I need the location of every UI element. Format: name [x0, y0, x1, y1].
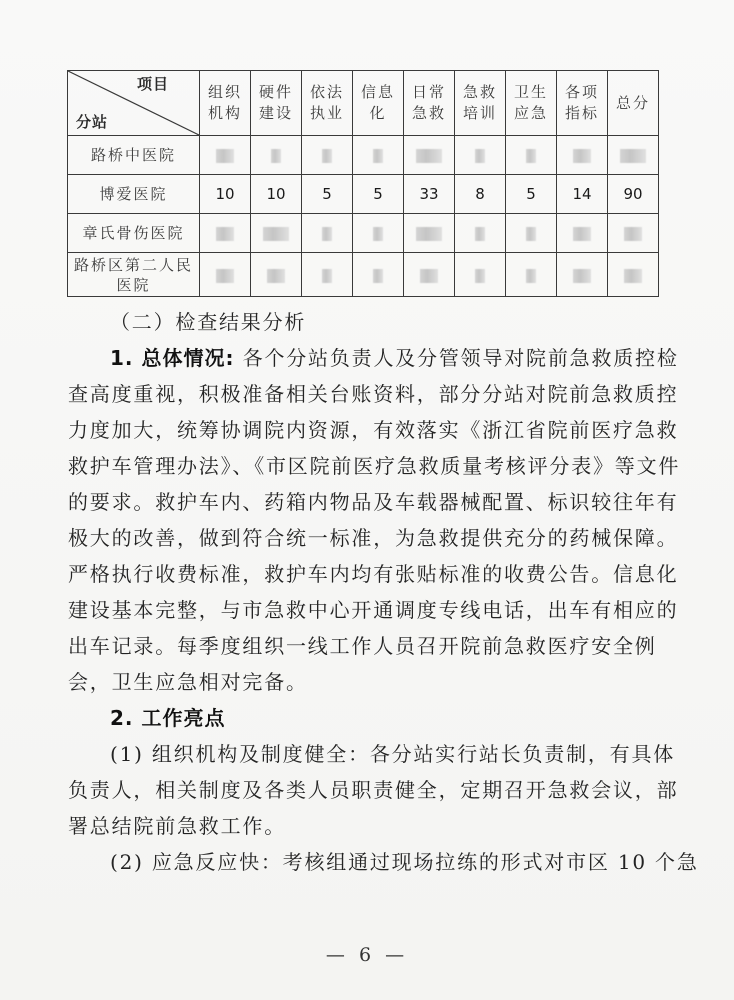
column-header-training: 急救 培训 — [455, 71, 506, 136]
redaction-mask — [526, 269, 536, 283]
column-header-daily-emergency: 日常 急救 — [404, 71, 455, 136]
redaction-mask — [216, 149, 234, 163]
redacted-value — [557, 214, 608, 253]
column-header-indicators: 各项 指标 — [557, 71, 608, 136]
table-row — [68, 253, 659, 297]
body-text — [68, 304, 699, 880]
redacted-value — [404, 136, 455, 175]
redaction-mask — [373, 149, 383, 163]
redaction-mask — [322, 269, 332, 283]
corner-item-label: 项目 — [136, 75, 169, 93]
score-indicators: 14 — [557, 175, 608, 214]
redacted-value — [302, 253, 353, 297]
station-name: 博爱医院 — [68, 175, 200, 214]
score-hardware: 10 — [251, 175, 302, 214]
page-number: — 6 — — [325, 944, 409, 966]
redaction-mask — [475, 149, 485, 163]
column-header-legal: 依法 执业 — [302, 71, 353, 136]
overall-heading: 1. 总体情况: — [110, 346, 235, 370]
redaction-mask — [216, 227, 234, 241]
redaction-mask — [573, 227, 591, 241]
redacted-value — [404, 253, 455, 297]
redacted-value — [302, 136, 353, 175]
score-org: 10 — [200, 175, 251, 214]
score-legal: 5 — [302, 175, 353, 214]
highlight-item-1-line: 负责人，相关制度及各类人员职责健全，定期召开急救会议，部 — [68, 778, 679, 802]
redaction-mask — [322, 149, 332, 163]
redacted-value — [200, 214, 251, 253]
station-name: 章氏骨伤医院 — [68, 214, 200, 253]
redaction-mask — [526, 149, 536, 163]
column-header-info: 信息 化 — [353, 71, 404, 136]
column-header-org: 组织 机构 — [200, 71, 251, 136]
score-info: 5 — [353, 175, 404, 214]
paragraph-line: 查高度重视，积极准备相关台账资料，部分分站对院前急救质控 — [68, 382, 679, 406]
station-name: 路桥中医院 — [68, 136, 200, 175]
paragraph-overall-first-line: 1. 总体情况: 各个分站负责人及分管领导对院前急救质控检 — [110, 346, 679, 370]
redacted-value — [353, 214, 404, 253]
redacted-value — [200, 136, 251, 175]
redaction-mask — [271, 149, 281, 163]
paragraph-line: 会，卫生应急相对完备。 — [68, 670, 308, 694]
redaction-mask — [475, 227, 485, 241]
redacted-value — [557, 136, 608, 175]
redacted-value — [557, 253, 608, 297]
redacted-value — [353, 136, 404, 175]
paragraph-line: 严格执行收费标准，救护车内均有张贴标准的收费公告。信息化 — [68, 562, 679, 586]
highlight-item-1-line: (1) 组织机构及制度健全：各分站实行站长负责制，有具体 — [110, 742, 676, 766]
paragraph-line: 出车记录。每季度组织一线工作人员召开院前急救医疗安全例 — [68, 634, 657, 658]
column-header-total: 总分 — [608, 71, 659, 136]
paragraph-line: 的要求。救护车内、药箱内物品及车载器械配置、标识较往年有 — [68, 490, 679, 514]
table-row — [68, 175, 659, 214]
corner-station-label: 分站 — [76, 113, 109, 131]
redaction-mask — [420, 269, 438, 283]
redacted-value — [455, 253, 506, 297]
redacted-value — [455, 136, 506, 175]
redacted-value — [302, 214, 353, 253]
redaction-mask — [267, 269, 285, 283]
redaction-mask — [322, 227, 332, 241]
redaction-mask — [263, 227, 289, 241]
highlights-heading: 2. 工作亮点 — [110, 706, 226, 730]
table-header-row — [68, 71, 659, 136]
table-row — [68, 136, 659, 175]
redaction-mask — [373, 269, 383, 283]
redacted-value — [353, 253, 404, 297]
redacted-value — [251, 214, 302, 253]
table-corner-cell — [68, 71, 200, 136]
redacted-value — [200, 253, 251, 297]
score-table — [67, 70, 659, 297]
redaction-mask — [373, 227, 383, 241]
redaction-mask — [620, 149, 646, 163]
redacted-value — [251, 253, 302, 297]
section-title: （二）检查结果分析 — [110, 310, 307, 334]
paragraph-line: 建设基本完整，与市急救中心开通调度专线电话，出车有相应的 — [68, 598, 679, 622]
redaction-mask — [475, 269, 485, 283]
station-name: 路桥区第二人民 医院 — [68, 253, 200, 297]
score-daily-emergency: 33 — [404, 175, 455, 214]
redacted-value — [251, 136, 302, 175]
score-total: 90 — [608, 175, 659, 214]
score-training: 8 — [455, 175, 506, 214]
paragraph-line: 力度加大，统筹协调院内资源，有效落实《浙江省院前医疗急救 — [68, 418, 679, 442]
redaction-mask — [573, 269, 591, 283]
table-row — [68, 214, 659, 253]
redacted-value — [608, 136, 659, 175]
highlight-item-1-line: 署总结院前急救工作。 — [68, 814, 286, 838]
redaction-mask — [526, 227, 536, 241]
redacted-value — [506, 136, 557, 175]
redaction-mask — [416, 149, 442, 163]
redacted-value — [608, 214, 659, 253]
paragraph-line: 救护车管理办法》、《市区院前医疗急救质量考核评分表》等文件 — [68, 454, 681, 478]
redaction-mask — [573, 149, 591, 163]
redacted-value — [608, 253, 659, 297]
redacted-value — [404, 214, 455, 253]
highlight-item-2-line: (2) 应急反应快：考核组通过现场拉练的形式对市区 10 个急 — [110, 850, 699, 874]
column-header-hardware: 硬件 建设 — [251, 71, 302, 136]
redacted-value — [506, 214, 557, 253]
redacted-value — [506, 253, 557, 297]
redaction-mask — [416, 227, 442, 241]
score-health-emergency: 5 — [506, 175, 557, 214]
redaction-mask — [624, 269, 642, 283]
column-header-health-emergency: 卫生 应急 — [506, 71, 557, 136]
redaction-mask — [624, 227, 642, 241]
paragraph-line: 极大的改善，做到符合统一标准，为急救提供充分的药械保障。 — [68, 526, 679, 550]
redacted-value — [455, 214, 506, 253]
redaction-mask — [216, 269, 234, 283]
